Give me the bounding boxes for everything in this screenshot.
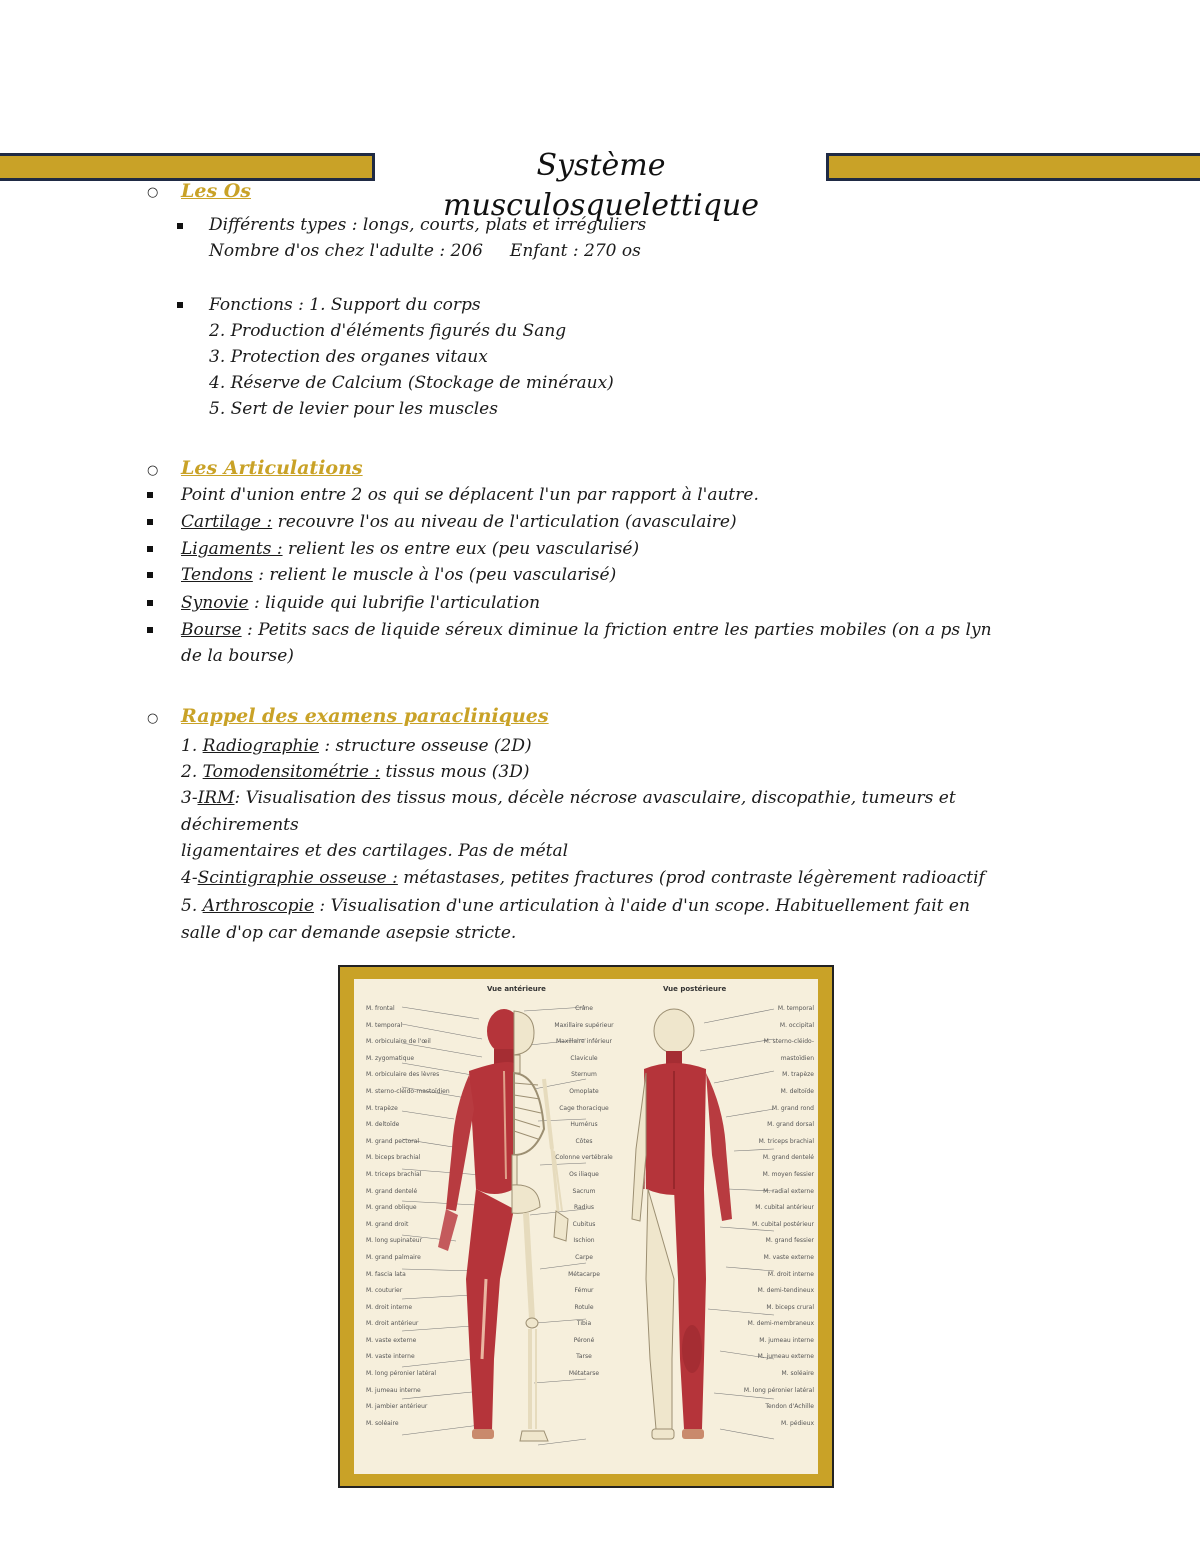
exam-item-cont: déchirements	[181, 815, 299, 835]
section-heading-os: Les Os	[181, 180, 252, 202]
exam-term: Scintigraphie osseuse :	[197, 868, 398, 888]
articulation-item-synovie	[181, 592, 540, 614]
articulation-definition: Point d'union entre 2 os qui se déplacent l'un par rapport à l'autre.	[181, 485, 759, 505]
exam-item-cont: salle d'op car demande asepsie stricte.	[181, 923, 517, 943]
figure-anterior-title: Vue antérieure	[487, 985, 546, 993]
exam-term: Radiographie	[202, 736, 319, 756]
posterior-muscle-figure	[632, 1009, 732, 1439]
articulation-item-cartilage	[181, 511, 737, 533]
exam-item	[181, 787, 956, 809]
exam-text: : structure osseuse (2D)	[318, 736, 532, 756]
text-bourse: : Petits sacs de liquide séreux diminue la friction entre les parties mobiles (on a ps lyn	[241, 620, 992, 640]
exam-item	[181, 867, 985, 889]
exam-item	[181, 895, 970, 917]
exam-text: tissus mous (3D)	[380, 762, 530, 782]
exam-item	[181, 735, 532, 757]
exam-term: IRM	[197, 788, 235, 808]
term-tendons: Tendons	[181, 565, 253, 585]
articulation-item-ligaments	[181, 538, 639, 560]
os-function-1: Fonctions : 1. Support du corps	[209, 295, 481, 315]
articulation-item-tendons	[181, 564, 616, 586]
title-band-left	[0, 153, 375, 181]
bullet-square	[147, 572, 153, 578]
figure-labels-right: M. temporal M. occipital M. sterno-cléido-mastoïdien M. trapèze M. deltoïde M. grand rond M. grand dorsal M. triceps brachial M. grand dentelé M. moyen fessier M. radial externe M. cubital antérieur M. cubital postérieur M. grand fessier M. vaste externe M. droit interne M. demi-tendineux M. biceps crural M. demi-membraneux M. jumeau interne M. jumeau externe M. soléaire M. long péronier latéral Tendon d'Achille M. pédieux	[743, 1005, 814, 1427]
term-ligaments: Ligaments :	[181, 539, 283, 559]
term-cartilage: Cartilage :	[181, 512, 273, 532]
text-ligaments: relient les os entre eux (peu vascularisé)	[282, 539, 640, 559]
os-function-4: 4. Réserve de Calcium (Stockage de minéraux)	[209, 373, 614, 393]
os-function-3: 3. Protection des organes vitaux	[209, 347, 488, 367]
term-synovie: Synovie	[181, 593, 249, 613]
bullet-circle: ○	[147, 463, 159, 478]
page-title: Système musculosquelettique	[443, 148, 759, 223]
exam-term: Tomodensitométrie :	[202, 762, 381, 782]
exam-prefix: 5.	[181, 896, 203, 916]
bullet-circle: ○	[147, 711, 159, 726]
exam-prefix: 2.	[181, 762, 203, 782]
bullet-square	[147, 492, 153, 498]
text-cartilage: recouvre l'os au niveau de l'articulation (avasculaire)	[272, 512, 737, 532]
anatomy-figure	[338, 965, 834, 1488]
anatomy-figure-inner	[354, 979, 818, 1474]
bullet-square	[177, 223, 183, 229]
bullet-square	[147, 546, 153, 552]
exam-text: métastases, petites fractures (prod contraste légèrement radioactif	[397, 868, 985, 888]
title-band-right	[826, 153, 1200, 181]
exam-text: : Visualisation des tissus mous, décèle nécrose avasculaire, discopathie, tumeurs et	[234, 788, 956, 808]
bullet-circle: ○	[147, 185, 159, 200]
figure-posterior-title: Vue postérieure	[663, 985, 727, 993]
exam-prefix: 4-	[181, 868, 198, 888]
exam-item-cont: ligamentaires et des cartilages. Pas de métal	[181, 841, 569, 861]
text-synovie: : liquide qui lubrifie l'articulation	[248, 593, 541, 613]
term-bourse: Bourse	[181, 620, 242, 640]
bullet-square	[147, 627, 153, 633]
figure-labels-left: M. frontal M. temporal M. orbiculaire de l'œil M. zygomatique M. orbiculaire des lèvres M. sterno-cléido-mastoïdien M. trapèze M. deltoïde M. grand pectoral M. biceps brachial M. triceps brachial M. grand dentelé M. grand oblique M. grand droit M. long supinateur M. grand palmaire M. fascia lata M. couturier M. droit interne M. droit antérieur M. vaste externe M. vaste interne M. long péronier latéral M. jumeau interne M. jambier antérieur M. soléaire	[366, 1005, 450, 1427]
text-tendons: : relient le muscle à l'os (peu vascularisé)	[252, 565, 617, 585]
exam-item	[181, 761, 529, 783]
bullet-square	[147, 519, 153, 525]
section-heading-examens: Rappel des examens paracliniques	[181, 705, 549, 727]
exam-prefix: 1.	[181, 736, 203, 756]
figure-labels-center: Crâne Maxillaire supérieur Maxillaire inférieur Clavicule Sternum Omoplate Cage thoracique Humérus Côtes Colonne vertébrale Os iliaque Sacrum Radius Cubitus Ischion Carpe Métacarpe Fémur Rotule Tibia Péroné Tarse Métatarse	[554, 1005, 614, 1378]
articulation-item-bourse	[181, 619, 992, 641]
os-count: Nombre d'os chez l'adulte : 206 Enfant : 270 os	[209, 241, 641, 261]
exam-text: : Visualisation d'une articulation à l'aide d'un scope. Habituellement fait en	[314, 896, 970, 916]
bullet-square	[147, 600, 153, 606]
section-heading-articulations: Les Articulations	[181, 457, 363, 479]
os-function-5: 5. Sert de levier pour les muscles	[209, 399, 498, 419]
bullet-square	[177, 302, 183, 308]
os-function-2: 2. Production d'éléments figurés du Sang	[209, 321, 567, 341]
exam-term: Arthroscopie	[202, 896, 315, 916]
exam-prefix: 3-	[181, 788, 198, 808]
os-types: Différents types : longs, courts, plats et irréguliers	[209, 215, 647, 235]
articulation-bourse-continuation: de la bourse)	[181, 646, 294, 666]
